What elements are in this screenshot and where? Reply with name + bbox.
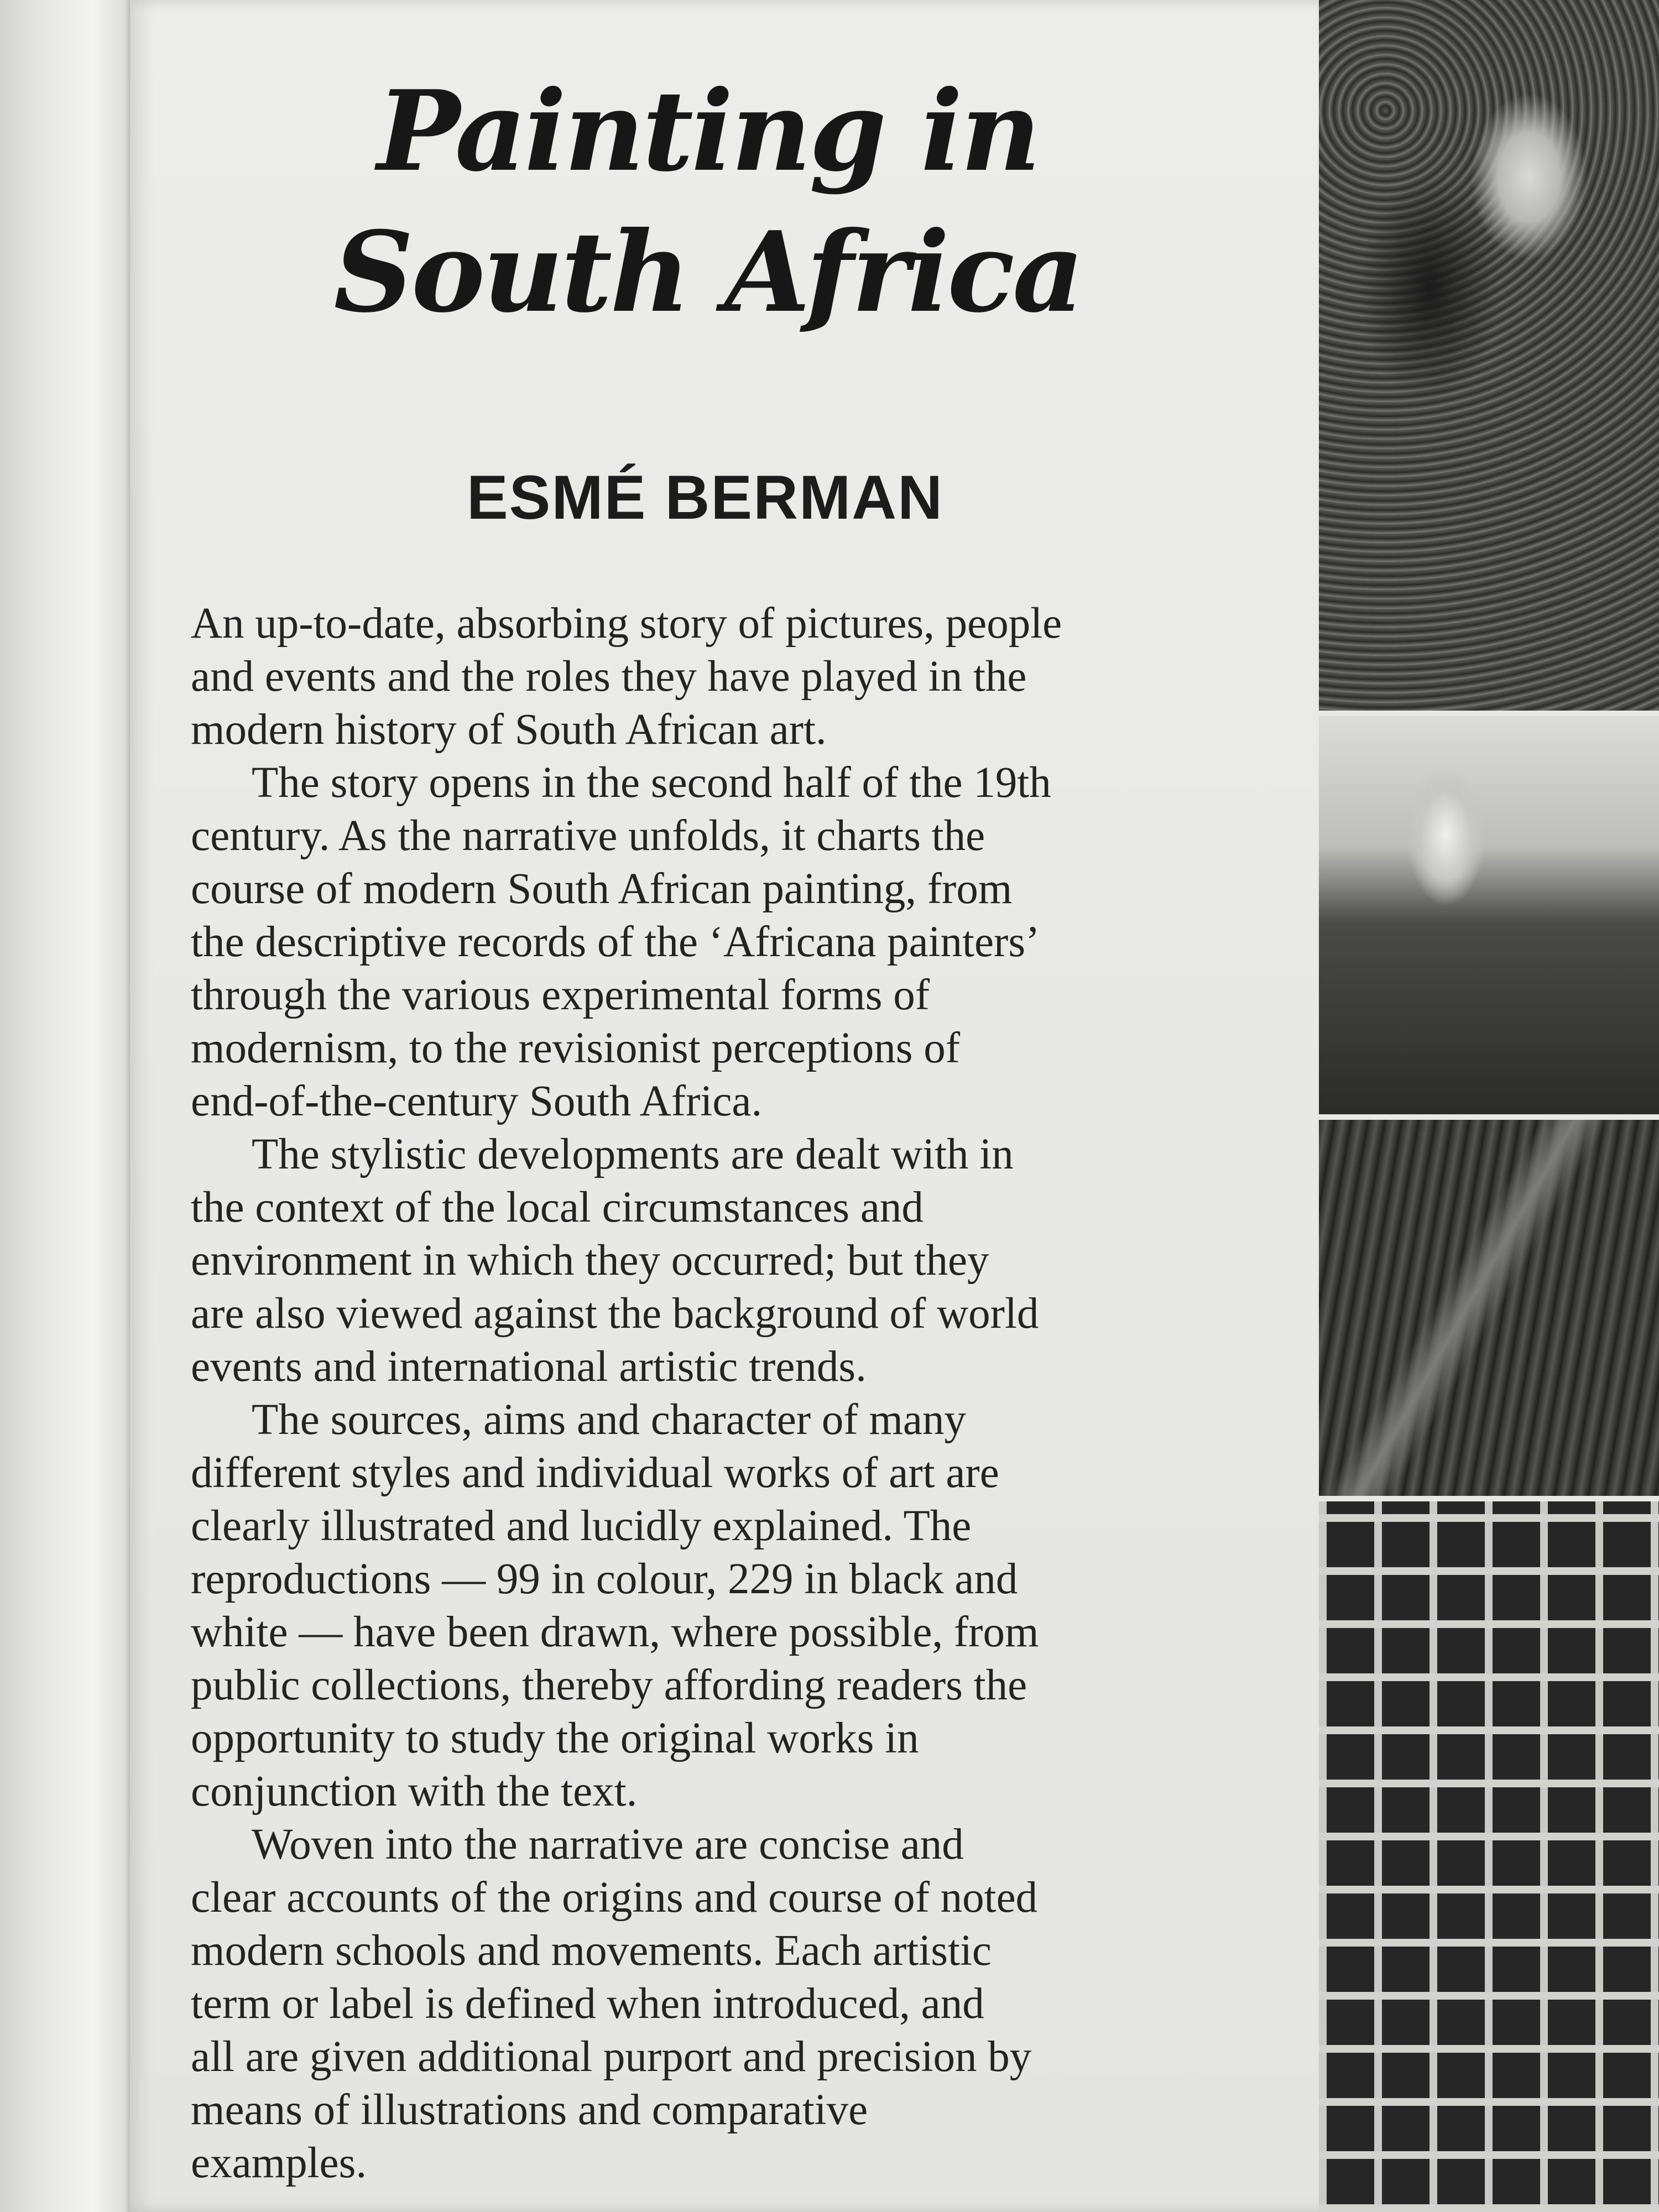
blurb-line: clearly illustrated and lucidly explained. The	[191, 1502, 972, 1550]
blurb-line: modern history of South African art.	[191, 706, 827, 754]
blurb-line: all are given additional purport and precision by	[191, 2033, 1032, 2081]
blurb-line: opportunity to study the original works in	[191, 1714, 919, 1762]
blurb-text	[191, 597, 1219, 2190]
blurb-line: term or label is defined when introduced, and	[191, 1980, 984, 2028]
blurb-line: clear accounts of the origins and course of noted	[191, 1874, 1038, 1922]
blurb-paragraph	[191, 757, 1219, 1128]
cover-photo-2	[1319, 713, 1659, 1117]
blurb-line: the context of the local circumstances and	[191, 1183, 924, 1232]
blurb-line: public collections, thereby affording readers the	[191, 1661, 1027, 1709]
cover-photo-1	[1319, 0, 1659, 713]
blurb-line: different styles and individual works of art are	[191, 1449, 999, 1497]
cover-photo-3	[1319, 1117, 1659, 1499]
blurb-line: end-of-the-century South Africa.	[191, 1077, 763, 1125]
blurb-line: the descriptive records of the ‘Africana painters’	[191, 918, 1040, 966]
blurb-line: The sources, aims and character of many	[252, 1396, 966, 1444]
blurb-line: The stylistic developments are dealt with in	[252, 1130, 1014, 1178]
blurb-line: The story opens in the second half of the 19th	[252, 759, 1051, 807]
blurb-line: and events and the roles they have played in the	[191, 653, 1027, 701]
blurb-line: modern schools and movements. Each artistic	[191, 1927, 992, 1975]
blurb-line: Woven into the narrative are concise and	[252, 1820, 964, 1869]
author-name: ESMÉ BERMAN	[466, 463, 944, 532]
blurb-paragraph	[191, 597, 1219, 757]
blurb-line: century. As the narrative unfolds, it charts the	[191, 812, 985, 860]
photo-divider	[1319, 1496, 1659, 1501]
blurb-line: conjunction with the text.	[191, 1767, 638, 1815]
photo-divider	[1319, 1114, 1659, 1120]
blurb-line: modernism, to the revisionist perceptions of	[191, 1024, 961, 1072]
book-title-line: Painting in	[377, 66, 1039, 196]
blurb-line: white — have been drawn, where possible, from	[191, 1608, 1039, 1656]
blurb-line: An up-to-date, absorbing story of pictures, people	[191, 599, 1062, 648]
book-title-line: South Africa	[333, 207, 1082, 337]
blurb-paragraph	[191, 1128, 1219, 1394]
blurb-paragraph	[191, 1394, 1219, 1818]
blurb-line: are also viewed against the background of world	[191, 1290, 1039, 1338]
blurb-line: through the various experimental forms of	[191, 971, 930, 1019]
blurb-line: course of modern South African painting, from	[191, 865, 1013, 913]
book-title	[221, 61, 1194, 343]
left-page-edge	[0, 0, 130, 2212]
cover-photo-collage	[1319, 0, 1659, 2212]
blurb-line: events and international artistic trends.	[191, 1343, 867, 1391]
blurb-paragraph	[191, 1818, 1219, 2190]
blurb-line: environment in which they occurred; but they	[191, 1237, 989, 1285]
blurb-line: reproductions — 99 in colour, 229 in black and	[191, 1555, 1018, 1603]
cover-photo-4	[1319, 1499, 1659, 2212]
blurb-line: examples.	[191, 2139, 367, 2187]
photo-divider	[1319, 711, 1659, 716]
blurb-line: means of illustrations and comparative	[191, 2086, 868, 2134]
